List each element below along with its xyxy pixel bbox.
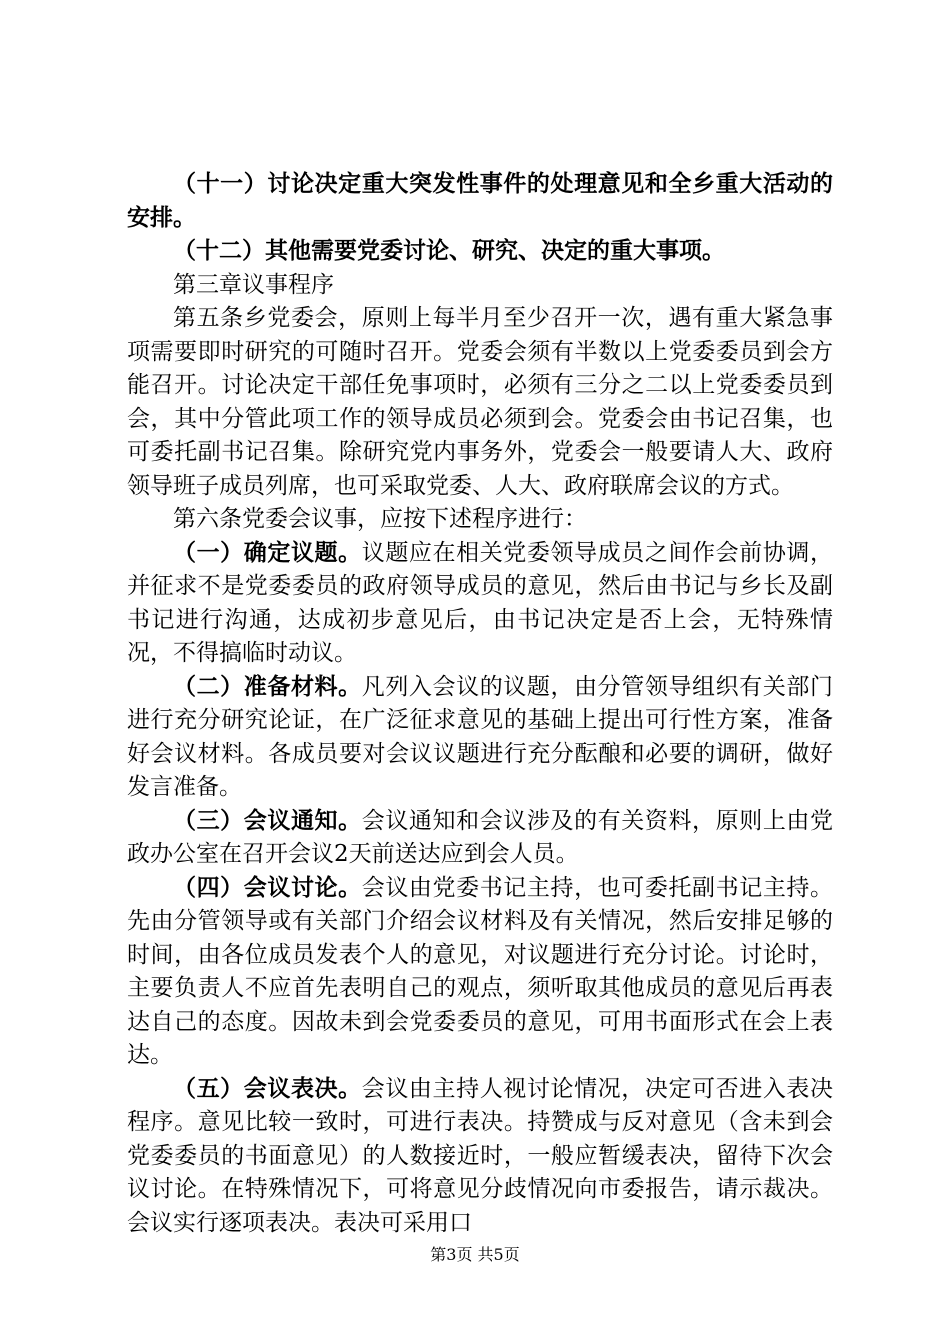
page-footer: 第3页 共5页 xyxy=(430,1245,520,1264)
procedure-3-lead: （三）会议通知。 xyxy=(173,807,362,834)
procedure-5 xyxy=(127,1073,833,1241)
document-body xyxy=(127,168,833,1240)
article-6: 第六条党委会议事，应按下述程序进行： xyxy=(173,506,587,532)
procedure-4-text: 会议由党委书记主持，也可委托副书记主持。先由分管领导或有关部门介绍会议材料及有关情况，然后安排足够的时间，由各位成员发表个人的意见，对议题进行充分讨论。讨论时，主要负责人不应首先表明自己的观点，须听取其他成员的意见后再表达自己的态度。因故未到会党委委员的意见，可用书面形式在会上表达。 xyxy=(127,874,834,1068)
procedure-2-lead: （二）准备材料。 xyxy=(173,673,362,700)
procedure-5-text: 会议由主持人视讨论情况，决定可否进入表决程序。意见比较一致时，可进行表决。持赞成与反对意见（含未到会党委委员的书面意见）的人数接近时，一般应暂缓表决，留待下次会议讨论。在特殊情况下，可将意见分歧情况向市委报告，请示裁决。会议实行逐项表决。表决可采用口 xyxy=(127,1075,834,1236)
chapter-heading: 第三章议事程序 xyxy=(173,271,334,298)
procedure-1-text: 议题应在相关党委领导成员之间作会前协调，并征求不是党委委员的政府领导成员的意见，然后由书记与乡长及副书记进行沟通，达成初步意见后，由书记决定是否上会，无特殊情况，不得搞临时动议。 xyxy=(127,539,834,666)
procedure-3 xyxy=(127,805,833,872)
procedure-5-lead: （五）会议表决。 xyxy=(173,1075,362,1102)
procedure-4 xyxy=(127,872,833,1073)
procedure-2-text: 凡列入会议的议题，由分管领导组织有关部门进行充分研究论证，在广泛征求意见的基础上提出可行性方案，准备好会议材料。各成员要对会议议题进行充分酝酿和必要的调研，做好发言准备。 xyxy=(127,673,834,800)
procedure-2 xyxy=(127,671,833,805)
procedure-1 xyxy=(127,537,833,671)
procedure-4-lead: （四）会议讨论。 xyxy=(173,874,362,901)
paragraph-item-11: （十一）讨论决定重大突发性事件的处理意见和全乡重大活动的安排。 xyxy=(127,171,833,231)
article-5: 第五条乡党委会，原则上每半月至少召开一次，遇有重大紧急事项需要即时研究的可随时召开。党委会须有半数以上党委委员到会方能召开。讨论决定干部任免事项时，必须有三分之二以上党委委员到会，其中分管此项工作的领导成员必须到会。党委会由书记召集，也可委托副书记召集。除研究党内事务外，党委会一般要请人大、政府领导班子成员列席，也可采取党委、人大、政府联席会议的方式。 xyxy=(127,305,833,499)
procedure-1-lead: （一）确定议题。 xyxy=(173,539,362,566)
paragraph-item-12: （十二）其他需要党委讨论、研究、决定的重大事项。 xyxy=(173,238,725,264)
procedure-3-text: 会议通知和会议涉及的有关资料，原则上由党政办公室在召开会议2天前送达应到会人员。 xyxy=(127,807,834,867)
